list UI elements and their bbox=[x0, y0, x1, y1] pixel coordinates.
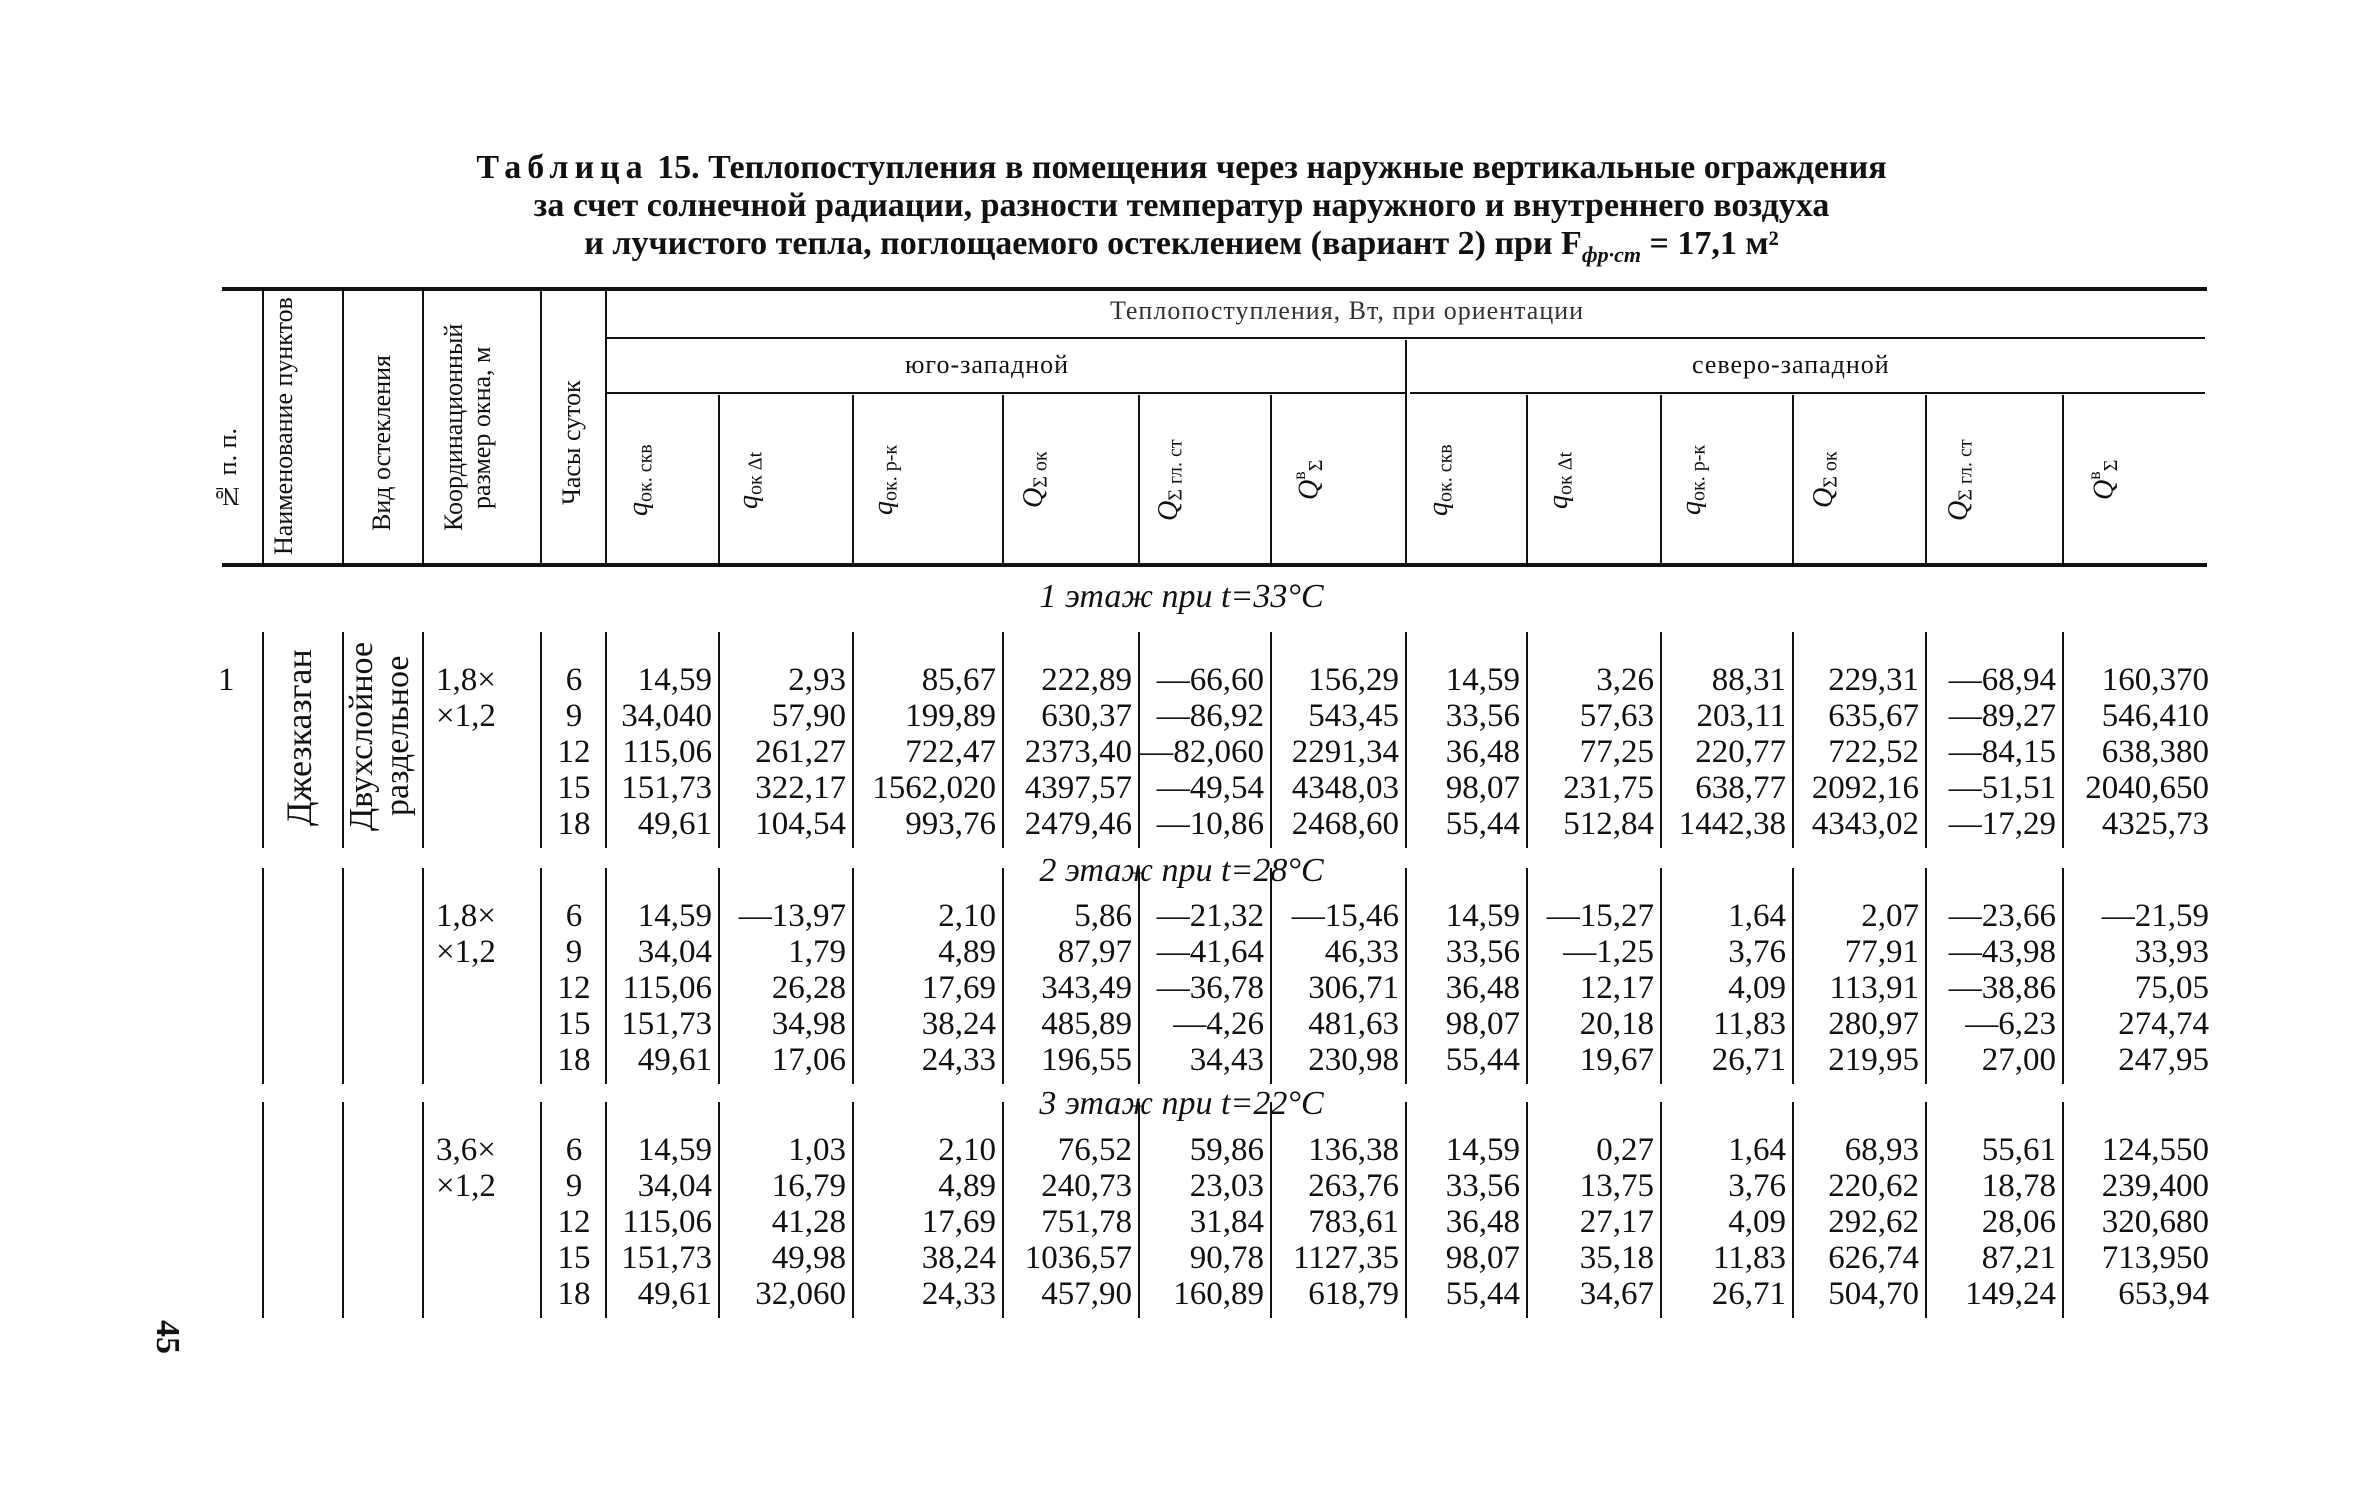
table-cell: 26,71 bbox=[1711, 1042, 1786, 1078]
table-cell: 2468,60 bbox=[1291, 806, 1399, 842]
row-number: 1 bbox=[218, 662, 235, 698]
table-cell: 27,00 bbox=[1981, 1042, 2056, 1078]
subcol-header-sw-2 bbox=[735, 405, 770, 555]
column-separator bbox=[342, 1102, 344, 1318]
table-label: Таблица bbox=[476, 149, 649, 186]
window-size-line-1: 1,8× bbox=[436, 898, 496, 934]
column-separator bbox=[540, 1102, 542, 1318]
table-cell: 546,410 bbox=[2101, 698, 2209, 734]
column-separator bbox=[540, 868, 542, 1084]
table-cell: 98,07 bbox=[1445, 1006, 1520, 1042]
column-separator bbox=[262, 632, 264, 848]
subcol-header-nw-5 bbox=[1945, 405, 1980, 555]
hour-cell: 12 bbox=[557, 1204, 591, 1240]
table-cell: 14,59 bbox=[1445, 662, 1520, 698]
header-glazing: Вид остекления bbox=[367, 354, 396, 531]
table-cell: 59,86 bbox=[1189, 1132, 1264, 1168]
header-sep bbox=[422, 290, 424, 563]
subcol-header-symbol: q bbox=[623, 501, 654, 516]
table-cell: 17,06 bbox=[771, 1042, 846, 1078]
table-cell: 219,95 bbox=[1828, 1042, 1919, 1078]
page-number: 45 bbox=[149, 1320, 186, 1354]
table-cell: —49,54 bbox=[1156, 770, 1264, 806]
table-cell: 16,79 bbox=[771, 1168, 846, 1204]
header-point: Наименование пунктов bbox=[269, 297, 298, 555]
table-cell: 220,62 bbox=[1828, 1168, 1919, 1204]
hour-cell: 15 bbox=[557, 1240, 591, 1276]
hour-cell: 18 bbox=[557, 806, 591, 842]
table-cell: 618,79 bbox=[1308, 1276, 1399, 1312]
table-cell: 57,90 bbox=[771, 698, 846, 734]
table-cell: 87,97 bbox=[1057, 934, 1132, 970]
header-sep bbox=[1792, 395, 1794, 563]
table-cell: 4325,73 bbox=[2101, 806, 2209, 842]
table-cell: 220,77 bbox=[1695, 734, 1786, 770]
header-sep bbox=[1138, 395, 1140, 563]
subcol-header-nw-1 bbox=[1425, 405, 1460, 555]
table-cell: 115,06 bbox=[622, 734, 712, 770]
subcol-header-sub: ок Δt bbox=[1554, 451, 1577, 495]
table-cell: 76,52 bbox=[1057, 1132, 1132, 1168]
table-cell: 85,67 bbox=[921, 662, 996, 698]
table-cell: 160,370 bbox=[2101, 662, 2209, 698]
column-separator bbox=[342, 632, 344, 848]
table-title-line-2: за счет солнечной радиации, разности температур наружного и внутреннего воздуха bbox=[533, 187, 1830, 224]
table-cell: 1442,38 bbox=[1678, 806, 1786, 842]
subcol-header-symbol: q bbox=[1543, 494, 1574, 509]
table-cell: 14,59 bbox=[1445, 898, 1520, 934]
table-cell: 230,98 bbox=[1308, 1042, 1399, 1078]
table-cell: 630,37 bbox=[1041, 698, 1132, 734]
header-sep bbox=[605, 290, 607, 563]
floor-title-3: 3 этаж при t=22°C bbox=[1039, 1085, 1324, 1122]
table-cell: 2,10 bbox=[938, 898, 996, 934]
subcol-header-symbol: Q bbox=[1943, 500, 1974, 521]
table-cell: 638,77 bbox=[1695, 770, 1786, 806]
table-cell: —36,78 bbox=[1156, 970, 1264, 1006]
header-sep bbox=[1405, 340, 1407, 563]
subcol-header-sub: Σ гл. ст bbox=[1164, 439, 1187, 501]
table-cell: 2040,650 bbox=[2085, 770, 2209, 806]
table-cell: 457,90 bbox=[1041, 1276, 1132, 1312]
table-cell: 31,84 bbox=[1189, 1204, 1264, 1240]
table-cell: 4,89 bbox=[938, 934, 996, 970]
table-cell: 36,48 bbox=[1445, 970, 1520, 1006]
subcol-header-sub: Σ bbox=[2099, 459, 2122, 472]
table-cell: 32,060 bbox=[755, 1276, 846, 1312]
column-separator bbox=[422, 868, 424, 1084]
subcol-header-nw-6 bbox=[2080, 405, 2125, 555]
window-size-line-1: 3,6× bbox=[436, 1132, 496, 1168]
table-cell: —82,060 bbox=[1140, 734, 1264, 770]
table-cell: 2,93 bbox=[788, 662, 846, 698]
table-cell: 55,44 bbox=[1445, 1276, 1520, 1312]
sw-rule bbox=[605, 392, 1405, 394]
hour-cell: 15 bbox=[557, 1006, 591, 1042]
table-cell: 4,89 bbox=[938, 1168, 996, 1204]
table-cell: 1562,020 bbox=[872, 770, 996, 806]
hour-cell: 15 bbox=[557, 770, 591, 806]
table-cell: 1,64 bbox=[1728, 898, 1786, 934]
table-cell: 34,98 bbox=[771, 1006, 846, 1042]
header-sep bbox=[540, 290, 542, 563]
table-cell: 115,06 bbox=[622, 1204, 712, 1240]
table-cell: 13,75 bbox=[1579, 1168, 1654, 1204]
table-cell: 626,74 bbox=[1828, 1240, 1919, 1276]
table-cell: 26,71 bbox=[1711, 1276, 1786, 1312]
table-cell: 2,07 bbox=[1861, 898, 1919, 934]
table-cell: 2479,46 bbox=[1024, 806, 1132, 842]
header-group: Теплопоступления, Вт, при ориентации bbox=[1110, 296, 1585, 325]
subcol-header-symbol: q bbox=[1423, 501, 1454, 516]
floor-title-2: 2 этаж при t=28°C bbox=[1039, 852, 1324, 889]
table-cell: 0,27 bbox=[1596, 1132, 1654, 1168]
table-cell: —51,51 bbox=[1948, 770, 2056, 806]
column-separator bbox=[422, 632, 424, 848]
column-separator bbox=[342, 868, 344, 1084]
subcol-header-sub: Σ ок bbox=[1819, 451, 1842, 489]
column-separator bbox=[540, 632, 542, 848]
table-cell: 261,27 bbox=[755, 734, 846, 770]
table-cell: 18,78 bbox=[1981, 1168, 2056, 1204]
table-cell: 17,69 bbox=[921, 1204, 996, 1240]
subcol-header-symbol: Q bbox=[1808, 488, 1839, 509]
header-sw: юго-западной bbox=[905, 350, 1070, 379]
table-cell: 34,43 bbox=[1189, 1042, 1264, 1078]
subcol-header-sw-4 bbox=[1020, 405, 1055, 555]
table-cell: —38,86 bbox=[1948, 970, 2056, 1006]
table-cell: 1,03 bbox=[788, 1132, 846, 1168]
table-cell: —15,27 bbox=[1546, 898, 1654, 934]
hour-cell: 12 bbox=[557, 970, 591, 1006]
subcol-header-sw-3 bbox=[870, 405, 905, 555]
floor-title-1: 1 этаж при t=33°C bbox=[1039, 578, 1324, 615]
table-cell: 55,44 bbox=[1445, 1042, 1520, 1078]
table-cell: 11,83 bbox=[1712, 1006, 1786, 1042]
table-cell: 653,94 bbox=[2118, 1276, 2209, 1312]
header-sep bbox=[1270, 395, 1272, 563]
hour-cell: 6 bbox=[565, 898, 583, 934]
table-cell: 322,17 bbox=[755, 770, 846, 806]
table-cell: 543,45 bbox=[1308, 698, 1399, 734]
subcol-header-symbol: Q bbox=[1018, 488, 1049, 509]
table-cell: 247,95 bbox=[2118, 1042, 2209, 1078]
table-cell: —13,97 bbox=[738, 898, 846, 934]
table-cell: 14,59 bbox=[637, 898, 712, 934]
table-cell: 35,18 bbox=[1579, 1240, 1654, 1276]
table-cell: 239,400 bbox=[2101, 1168, 2209, 1204]
subcol-header-sw-1 bbox=[625, 405, 660, 555]
table-cell: 2373,40 bbox=[1024, 734, 1132, 770]
window-size-line-2: ×1,2 bbox=[436, 1168, 496, 1204]
table-cell: 115,06 bbox=[622, 970, 712, 1006]
table-cell: 151,73 bbox=[621, 770, 712, 806]
table-cell: —23,66 bbox=[1948, 898, 2056, 934]
header-nw: северо-западной bbox=[1692, 350, 1890, 379]
table-cell: 280,97 bbox=[1828, 1006, 1919, 1042]
table-cell: 4348,03 bbox=[1291, 770, 1399, 806]
header-sep bbox=[852, 395, 854, 563]
table-cell: 11,83 bbox=[1712, 1240, 1786, 1276]
table-cell: 77,25 bbox=[1579, 734, 1654, 770]
table-cell: 2092,16 bbox=[1811, 770, 1919, 806]
table-cell: —4,26 bbox=[1173, 1006, 1264, 1042]
table-cell: —1,25 bbox=[1563, 934, 1654, 970]
subcol-header-sub: Σ гл. ст bbox=[1954, 439, 1977, 501]
table-cell: 2,10 bbox=[938, 1132, 996, 1168]
table-cell: 41,28 bbox=[771, 1204, 846, 1240]
subcol-header-symbol: Q bbox=[1153, 500, 1184, 521]
subcol-header-sub: Σ ок bbox=[1029, 451, 1052, 489]
table-cell: 638,380 bbox=[2101, 734, 2209, 770]
table-cell: 5,86 bbox=[1074, 898, 1132, 934]
table-cell: —21,32 bbox=[1156, 898, 1264, 934]
subcol-header-sup: в bbox=[1289, 471, 1309, 480]
window-size-line-2: ×1,2 bbox=[436, 698, 496, 734]
header-sep bbox=[2062, 395, 2064, 563]
table-cell: 481,63 bbox=[1308, 1006, 1399, 1042]
table-cell: 722,47 bbox=[905, 734, 996, 770]
table-cell: —89,27 bbox=[1948, 698, 2056, 734]
hour-cell: 18 bbox=[557, 1276, 591, 1312]
table-cell: 231,75 bbox=[1563, 770, 1654, 806]
table-cell: 104,54 bbox=[755, 806, 846, 842]
table-cell: —66,60 bbox=[1156, 662, 1264, 698]
header-bottom-rule bbox=[222, 563, 2207, 567]
table-cell: 34,67 bbox=[1579, 1276, 1654, 1312]
table-cell: 98,07 bbox=[1445, 770, 1520, 806]
window-size-line-2: ×1,2 bbox=[436, 934, 496, 970]
table-cell: 2291,34 bbox=[1291, 734, 1399, 770]
column-separator bbox=[262, 1102, 264, 1318]
group-rule bbox=[605, 337, 2205, 339]
table-cell: 17,69 bbox=[921, 970, 996, 1006]
table-cell: 12,17 bbox=[1579, 970, 1654, 1006]
hour-cell: 12 bbox=[557, 734, 591, 770]
subcol-header-sub: ок. скв bbox=[1434, 444, 1457, 502]
table-title-line-3: и лучистого тепла, поглощаемого остеклением (вариант 2) при $F_{фр\cdot ст} = 17,1$ м² bbox=[584, 225, 1779, 267]
hour-cell: 6 bbox=[565, 1132, 583, 1168]
table-cell: 49,98 bbox=[771, 1240, 846, 1276]
subcol-header-nw-3 bbox=[1678, 405, 1713, 555]
subcol-header-symbol: q bbox=[733, 494, 764, 509]
table-cell: 263,76 bbox=[1308, 1168, 1399, 1204]
table-cell: 274,74 bbox=[2118, 1006, 2209, 1042]
table-cell: —68,94 bbox=[1948, 662, 2056, 698]
table-cell: 783,61 bbox=[1308, 1204, 1399, 1240]
table-cell: 151,73 bbox=[621, 1240, 712, 1276]
table-cell: 36,48 bbox=[1445, 734, 1520, 770]
table-cell: 196,55 bbox=[1041, 1042, 1132, 1078]
table-cell: 49,61 bbox=[637, 806, 712, 842]
subcol-header-sup: в bbox=[2084, 471, 2104, 480]
table-cell: 3,26 bbox=[1596, 662, 1654, 698]
table-cell: 343,49 bbox=[1041, 970, 1132, 1006]
subcol-header-nw-4 bbox=[1810, 405, 1845, 555]
window-size-line-1: 1,8× bbox=[436, 662, 496, 698]
header-window-size: Координационный размер окна, м bbox=[439, 323, 496, 532]
subcol-header-symbol: Q bbox=[2088, 479, 2120, 501]
table-cell: 34,04 bbox=[637, 1168, 712, 1204]
header-sep bbox=[1002, 395, 1004, 563]
table-cell: 1127,35 bbox=[1292, 1240, 1399, 1276]
table-cell: 199,89 bbox=[905, 698, 996, 734]
header-sep bbox=[1925, 395, 1927, 563]
table-cell: —43,98 bbox=[1948, 934, 2056, 970]
table-cell: 240,73 bbox=[1041, 1168, 1132, 1204]
table-cell: 55,61 bbox=[1981, 1132, 2056, 1168]
subcol-header-symbol: Q bbox=[1293, 479, 1325, 501]
table-cell: 55,44 bbox=[1445, 806, 1520, 842]
hour-cell: 9 bbox=[565, 934, 583, 970]
table-cell: 28,06 bbox=[1981, 1204, 2056, 1240]
table-cell: 90,78 bbox=[1189, 1240, 1264, 1276]
table-cell: 4343,02 bbox=[1811, 806, 1919, 842]
table-cell: —21,59 bbox=[2101, 898, 2209, 934]
table-cell: —6,23 bbox=[1965, 1006, 2056, 1042]
table-cell: 88,31 bbox=[1711, 662, 1786, 698]
table-cell: 34,040 bbox=[621, 698, 712, 734]
table-cell: 1036,57 bbox=[1024, 1240, 1132, 1276]
table-cell: 635,67 bbox=[1828, 698, 1919, 734]
table-cell: 26,28 bbox=[771, 970, 846, 1006]
table-cell: 485,89 bbox=[1041, 1006, 1132, 1042]
subcol-header-symbol: q bbox=[868, 501, 899, 516]
table-cell: 504,70 bbox=[1828, 1276, 1919, 1312]
table-cell: 49,61 bbox=[637, 1276, 712, 1312]
table-cell: 124,550 bbox=[2101, 1132, 2209, 1168]
header-sep bbox=[342, 290, 344, 563]
table-cell: 136,38 bbox=[1308, 1132, 1399, 1168]
table-cell: 98,07 bbox=[1445, 1240, 1520, 1276]
subcol-header-sub: ок Δt bbox=[744, 451, 767, 495]
table-cell: 1,64 bbox=[1728, 1132, 1786, 1168]
header-hours: Часы суток bbox=[557, 380, 586, 505]
table-cell: 156,29 bbox=[1308, 662, 1399, 698]
table-cell: 38,24 bbox=[921, 1006, 996, 1042]
table-cell: 229,31 bbox=[1828, 662, 1919, 698]
table-cell: 24,33 bbox=[921, 1042, 996, 1078]
table-cell: 4,09 bbox=[1728, 970, 1786, 1006]
table-cell: 3,76 bbox=[1728, 934, 1786, 970]
table-cell: 33,56 bbox=[1445, 698, 1520, 734]
table-cell: 292,62 bbox=[1828, 1204, 1919, 1240]
subcol-header-sub: ок. р-к bbox=[879, 444, 902, 502]
subcol-header-sub: ок. р-к bbox=[1687, 444, 1710, 502]
column-separator bbox=[262, 868, 264, 1084]
table-cell: 222,89 bbox=[1041, 662, 1132, 698]
table-cell: —15,46 bbox=[1291, 898, 1399, 934]
table-cell: 57,63 bbox=[1579, 698, 1654, 734]
table-cell: 4397,57 bbox=[1024, 770, 1132, 806]
table-cell: 320,680 bbox=[2101, 1204, 2209, 1240]
table-cell: 34,04 bbox=[637, 934, 712, 970]
column-separator bbox=[422, 1102, 424, 1318]
table-cell: 713,950 bbox=[2101, 1240, 2209, 1276]
table-cell: 38,24 bbox=[921, 1240, 996, 1276]
hour-cell: 6 bbox=[565, 662, 583, 698]
table-cell: 993,76 bbox=[905, 806, 996, 842]
subcol-header-sub: Σ bbox=[1304, 459, 1327, 472]
table-cell: 113,91 bbox=[1829, 970, 1919, 1006]
table-cell: 49,61 bbox=[637, 1042, 712, 1078]
table-cell: 149,24 bbox=[1965, 1276, 2056, 1312]
table-cell: 33,56 bbox=[1445, 1168, 1520, 1204]
table-cell: —84,15 bbox=[1948, 734, 2056, 770]
table-cell: 3,76 bbox=[1728, 1168, 1786, 1204]
table-cell: 151,73 bbox=[621, 1006, 712, 1042]
table-cell: 306,71 bbox=[1308, 970, 1399, 1006]
table-cell: 33,56 bbox=[1445, 934, 1520, 970]
header-num: № п. п. bbox=[213, 428, 242, 511]
table-cell: —17,29 bbox=[1948, 806, 2056, 842]
table-cell: 160,89 bbox=[1173, 1276, 1264, 1312]
table-cell: —86,92 bbox=[1156, 698, 1264, 734]
header-sep bbox=[718, 395, 720, 563]
hour-cell: 9 bbox=[565, 698, 583, 734]
table-cell: 27,17 bbox=[1579, 1204, 1654, 1240]
table-cell: 68,93 bbox=[1844, 1132, 1919, 1168]
table-cell: 33,93 bbox=[2134, 934, 2209, 970]
table-cell: 77,91 bbox=[1844, 934, 1919, 970]
table-cell: —10,86 bbox=[1156, 806, 1264, 842]
table-cell: 19,67 bbox=[1579, 1042, 1654, 1078]
table-cell: 1,79 bbox=[788, 934, 846, 970]
table-cell: 512,84 bbox=[1563, 806, 1654, 842]
table-cell: 75,05 bbox=[2134, 970, 2209, 1006]
subcol-header-sw-5 bbox=[1155, 405, 1190, 555]
table-cell: —41,64 bbox=[1156, 934, 1264, 970]
table-cell: 4,09 bbox=[1728, 1204, 1786, 1240]
table-cell: 14,59 bbox=[637, 662, 712, 698]
table-cell: 87,21 bbox=[1981, 1240, 2056, 1276]
table-cell: 24,33 bbox=[921, 1276, 996, 1312]
nw-rule bbox=[1410, 392, 2205, 394]
subcol-header-sw-6 bbox=[1285, 405, 1330, 555]
header-sep bbox=[1660, 395, 1662, 563]
table-cell: 36,48 bbox=[1445, 1204, 1520, 1240]
table-top-rule bbox=[222, 287, 2207, 291]
table-cell: 203,11 bbox=[1696, 698, 1786, 734]
header-sep bbox=[262, 290, 264, 563]
table-title-line-1: Таблица 15. Теплопоступления в помещения через наружные вертикальные ограждения bbox=[476, 149, 1887, 186]
subcol-header-symbol: q bbox=[1676, 501, 1707, 516]
table-cell: 14,59 bbox=[637, 1132, 712, 1168]
subcol-header-nw-2 bbox=[1545, 405, 1580, 555]
glazing-type: Двухслойное раздельное bbox=[343, 641, 416, 831]
table-cell: 23,03 bbox=[1189, 1168, 1264, 1204]
point-name: Джезказган bbox=[279, 649, 319, 827]
table-cell: 46,33 bbox=[1324, 934, 1399, 970]
subcol-header-sub: ок. скв bbox=[634, 444, 657, 502]
header-sep bbox=[1526, 395, 1528, 563]
hour-cell: 9 bbox=[565, 1168, 583, 1204]
table-cell: 14,59 bbox=[1445, 1132, 1520, 1168]
hour-cell: 18 bbox=[557, 1042, 591, 1078]
table-cell: 20,18 bbox=[1579, 1006, 1654, 1042]
table-cell: 722,52 bbox=[1828, 734, 1919, 770]
table-cell: 751,78 bbox=[1041, 1204, 1132, 1240]
